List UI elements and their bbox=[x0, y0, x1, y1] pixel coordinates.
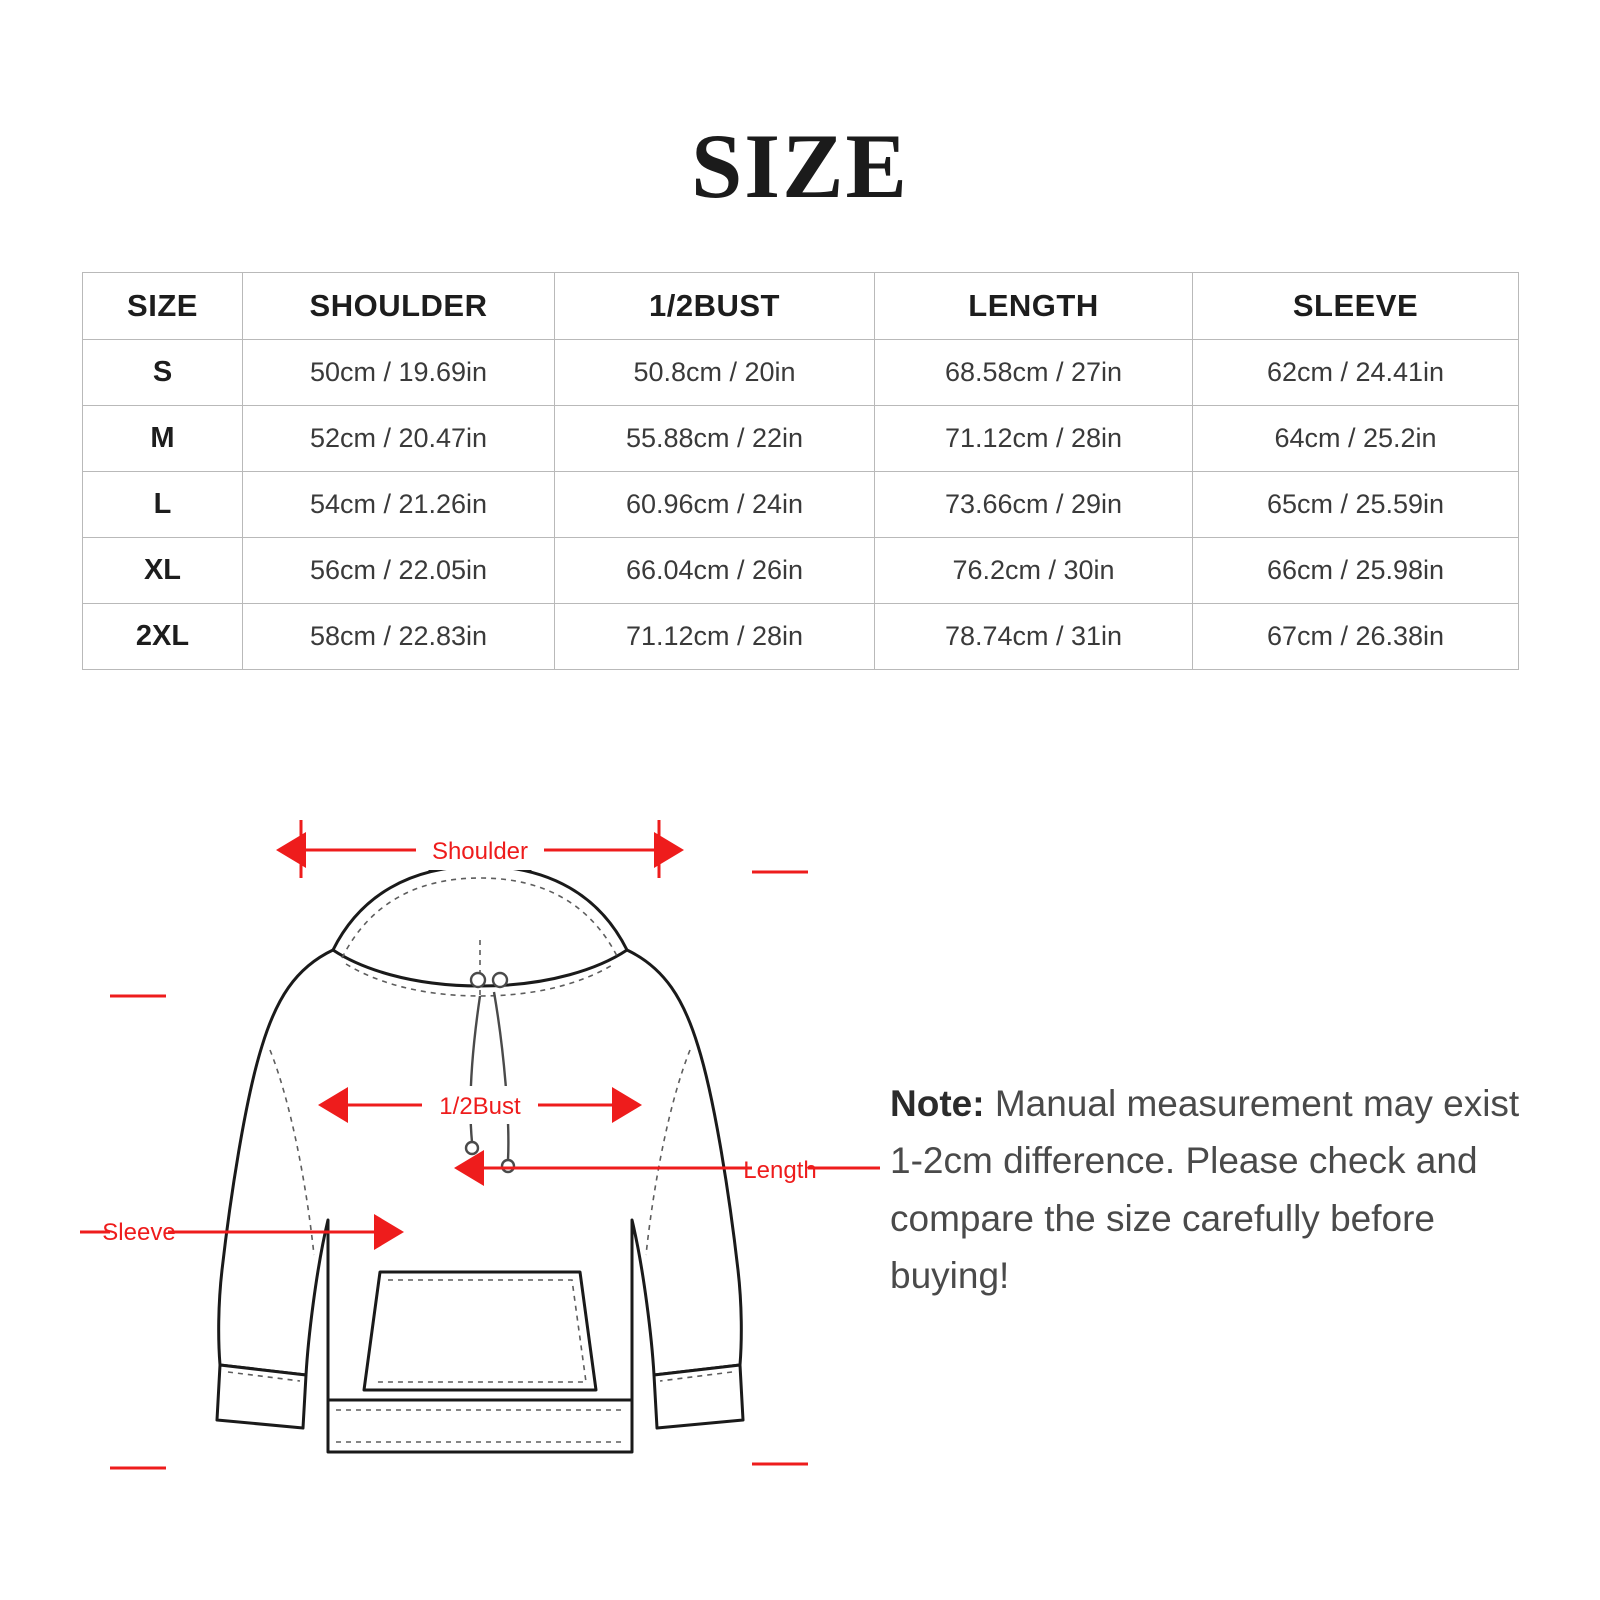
cell-size: 2XL bbox=[83, 604, 243, 670]
cell-shoulder: 52cm / 20.47in bbox=[243, 406, 555, 472]
table-row bbox=[83, 340, 1519, 406]
cell-size: S bbox=[83, 340, 243, 406]
table-header-row bbox=[83, 273, 1519, 340]
cell-size: L bbox=[83, 472, 243, 538]
column-header-size: SIZE bbox=[83, 273, 243, 340]
cell-length: 78.74cm / 31in bbox=[875, 604, 1193, 670]
cell-shoulder: 54cm / 21.26in bbox=[243, 472, 555, 538]
label-shoulder: Shoulder bbox=[431, 838, 529, 865]
cell-sleeve: 66cm / 25.98in bbox=[1193, 538, 1519, 604]
cell-length: 76.2cm / 30in bbox=[875, 538, 1193, 604]
table-row bbox=[83, 538, 1519, 604]
note-text: Manual measurement may exist 1-2cm difference. Please check and compare the size carefully before buying! bbox=[890, 1083, 1520, 1297]
cell-bust: 71.12cm / 28in bbox=[555, 604, 875, 670]
cell-bust: 66.04cm / 26in bbox=[555, 538, 875, 604]
cell-length: 73.66cm / 29in bbox=[875, 472, 1193, 538]
column-header-shoulder: SHOULDER bbox=[243, 273, 555, 340]
label-bust: 1/2Bust bbox=[439, 1093, 521, 1120]
cell-sleeve: 67cm / 26.38in bbox=[1193, 604, 1519, 670]
cell-sleeve: 64cm / 25.2in bbox=[1193, 406, 1519, 472]
hoodie-measurement-diagram bbox=[80, 800, 880, 1520]
cell-size: M bbox=[83, 406, 243, 472]
column-header-sleeve: SLEEVE bbox=[1193, 273, 1519, 340]
cell-shoulder: 58cm / 22.83in bbox=[243, 604, 555, 670]
label-sleeve: Sleeve bbox=[102, 1219, 176, 1246]
cell-length: 68.58cm / 27in bbox=[875, 340, 1193, 406]
column-header-bust: 1/2BUST bbox=[555, 273, 875, 340]
label-length: Length bbox=[743, 1157, 817, 1184]
cell-shoulder: 50cm / 19.69in bbox=[243, 340, 555, 406]
hoodie-illustration bbox=[217, 844, 743, 1452]
cell-bust: 50.8cm / 20in bbox=[555, 340, 875, 406]
measurement-note bbox=[890, 1075, 1520, 1304]
table-row bbox=[83, 604, 1519, 670]
cell-size: XL bbox=[83, 538, 243, 604]
column-header-length: LENGTH bbox=[875, 273, 1193, 340]
cell-bust: 60.96cm / 24in bbox=[555, 472, 875, 538]
cell-sleeve: 62cm / 24.41in bbox=[1193, 340, 1519, 406]
note-prefix: Note: bbox=[890, 1083, 985, 1124]
table-row bbox=[83, 406, 1519, 472]
size-chart-table bbox=[82, 272, 1519, 670]
cell-bust: 55.88cm / 22in bbox=[555, 406, 875, 472]
cell-shoulder: 56cm / 22.05in bbox=[243, 538, 555, 604]
cell-sleeve: 65cm / 25.59in bbox=[1193, 472, 1519, 538]
cell-length: 71.12cm / 28in bbox=[875, 406, 1193, 472]
page-title: SIZE bbox=[691, 115, 909, 217]
table-row bbox=[83, 472, 1519, 538]
